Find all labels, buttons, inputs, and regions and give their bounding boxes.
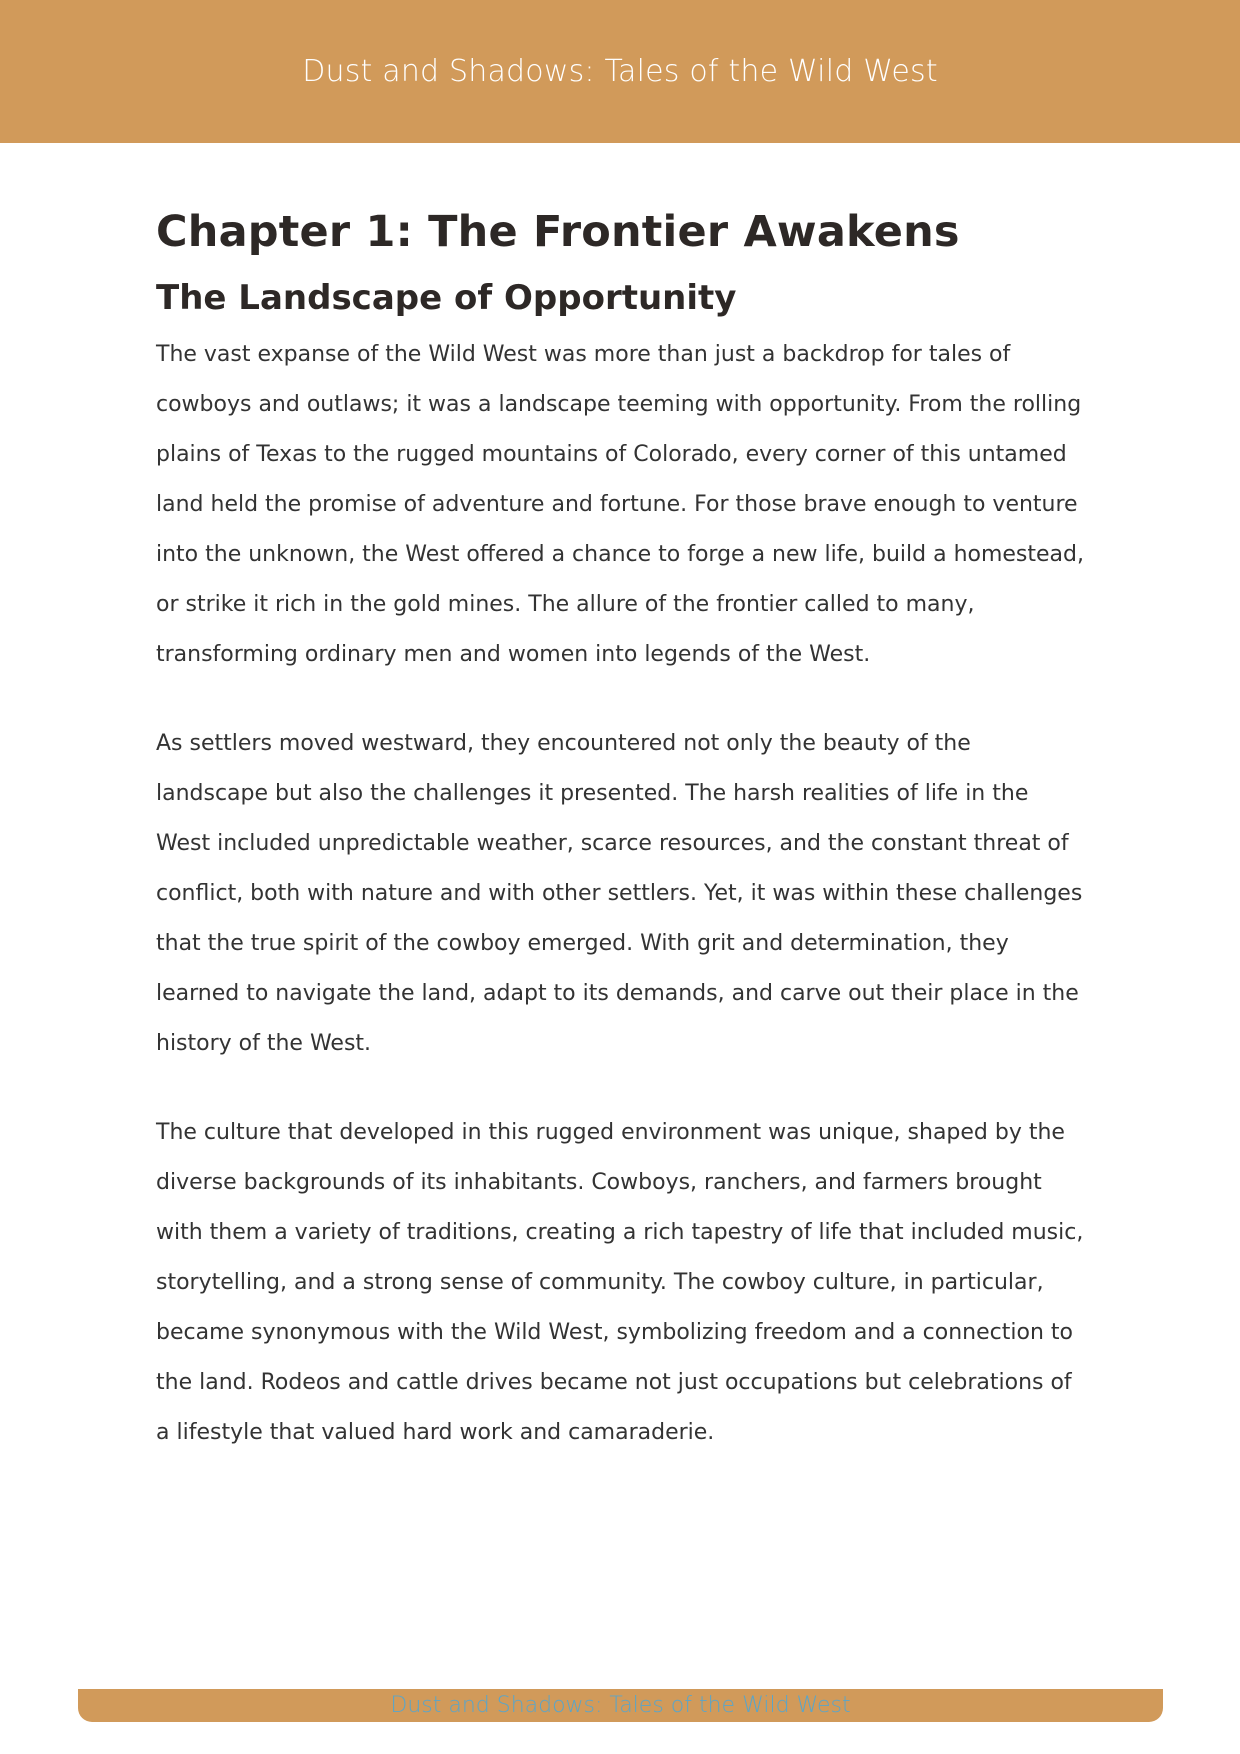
section-title: The Landscape of Opportunity <box>156 278 737 318</box>
chapter-title: Chapter 1: The Frontier Awakens <box>156 207 960 257</box>
document-content <box>156 196 1086 1458</box>
header-title: Dust and Shadows: Tales of the Wild West <box>302 54 938 89</box>
page-header <box>0 0 1240 143</box>
paragraph: The culture that developed in this rugged environment was unique, shaped by the diverse backgrounds of its inhabitants. Cowboys, ranchers, and farmers brought with them a variety of traditions, creating a rich tapestry of life that included music, storytelling, and a strong sense of community. The cowboy culture, in particular, became synonymous with the Wild West, symbolizing freedom and a connection to the land. Rodeos and cattle drives became not just occupations but celebrations of a lifestyle that valued hard work and camaraderie. <box>156 1120 1084 1445</box>
page-footer <box>78 1689 1163 1722</box>
paragraph: As settlers moved westward, they encountered not only the beauty of the landscape but also the challenges it presented. The harsh realities of life in the West included unpredictable weather, scarce resources, and the constant threat of conflict, both with nature and with other settlers. Yet, it was within these challenges that the true spirit of the cowboy emerged. With grit and determination, they learned to navigate the land, adapt to its demands, and carve out their place in the history of the West. <box>156 731 1083 1056</box>
footer-title: Dust and Shadows: Tales of the Wild West <box>390 1693 851 1718</box>
paragraph: The vast expanse of the Wild West was more than just a backdrop for tales of cowboys and outlaws; it was a landscape teeming with opportunity. From the rolling plains of Texas to the rugged mountains of Colorado, every corner of this untamed land held the promise of adventure and fortune. For those brave enough to venture into the unknown, the West offered a chance to forge a new life, build a homestead, or strike it rich in the gold mines. The allure of the frontier called to many, transforming ordinary men and women into legends of the West. <box>156 342 1084 667</box>
